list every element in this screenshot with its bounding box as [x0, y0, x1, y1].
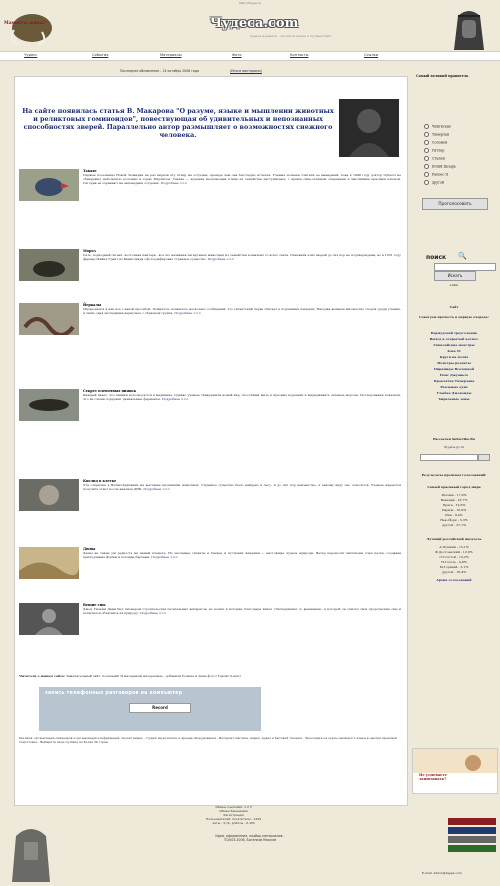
article-moroz [19, 249, 403, 309]
footer [0, 834, 500, 843]
recommend-title: Советуем прочесть в первую очередь: [419, 315, 489, 319]
article-text [83, 394, 401, 402]
mammoth-logo-icon [2, 6, 60, 46]
article-body: Каждый знает, что пиявки используются в медицине. Однако учёные обнаружили новый вид, способный жить в пресных водоёмах и выдерживать сильные морозы. Исследования показали, что их слюна содержит уникальные ферменты. [83, 394, 401, 401]
poll-option[interactable] [424, 148, 444, 153]
article-body: Джон Уильям Данн был пионером строительства летательных аппаратов, но вошёл в историю благодаря книге «Эксперимент со временем», в которой он описал свои пророческие сны и попытался объяснить их природу. [83, 608, 401, 615]
readers-feedback [19, 675, 403, 679]
poll-option-label: Сталин [432, 156, 445, 161]
contact-email[interactable]: E-mail: admin@tayga.com [422, 871, 462, 875]
read-more-link[interactable]: Подробнее >>> [151, 554, 178, 559]
sidebar [412, 64, 496, 804]
vote-button[interactable]: Проголосовать [422, 198, 488, 210]
article-body: Эта открытка в Великобритании на выставке пропавших животных. Странное существо было найдено в лесу, и до сих пор неизвестно, к какому виду оно относится. Учёные надеются получить ответ после анализа ДНК. [83, 484, 401, 491]
recommend-link[interactable]: Выход в открытый космос [429, 337, 479, 341]
archive-link[interactable]: Архив голосований [436, 578, 472, 582]
sphinx-decoration [2, 806, 60, 882]
poll-option-label: другой [432, 180, 444, 185]
footer-copyright: ©2003-2006, Богенков Максим [223, 838, 277, 843]
article-title[interactable]: Такахе [83, 169, 97, 173]
last-updated-text: Последнее обновление - 14 октября 2006 года [120, 69, 199, 73]
recommend-link[interactable]: Улыбка Джоконды [436, 391, 472, 395]
readers-label: Читатели о нашем сайте: [19, 674, 66, 678]
search-input[interactable] [434, 263, 496, 271]
read-more-link[interactable]: Подробнее >>> [160, 180, 188, 185]
nav-link-wonders[interactable]: Чудесс [24, 53, 38, 57]
poll-title: Самый великий правитель [416, 74, 469, 78]
leech-photo-icon [19, 389, 79, 421]
readers-quote: Замечательный сайт, полезный! И материалы интересные - добавили больше и чаще фото! Удачи! (Lasic) [66, 674, 241, 678]
creature-photo-icon [19, 479, 79, 511]
radio-icon[interactable] [424, 172, 429, 177]
article-thumb [19, 389, 79, 421]
recommend-link[interactable]: Гималайские монстры [433, 343, 475, 347]
poll-option-label: Юлий Цезарь [432, 164, 456, 169]
subscribe-email-input[interactable] [420, 454, 478, 461]
article-thumb [19, 603, 79, 635]
subscribe-site[interactable]: Чудеса.ру.ru [443, 445, 465, 449]
radio-icon[interactable] [424, 156, 429, 161]
article-thumb [19, 249, 79, 281]
counter-badge[interactable] [448, 818, 496, 825]
result-item: А.Пушкин - 15,1% [439, 545, 469, 549]
search-icon: 🔍 [458, 252, 467, 260]
read-more-link[interactable]: Подробнее >>> [174, 310, 202, 315]
banner-text: запись телефонных разговоров на компьютер [45, 691, 183, 696]
article-text [83, 308, 401, 316]
poll-option[interactable] [424, 156, 445, 161]
read-more-link[interactable]: Подробнее >>> [161, 396, 189, 401]
bird-photo-icon [19, 169, 79, 201]
sphinx-icon [2, 806, 60, 882]
counter-badge[interactable] [448, 845, 496, 852]
person-icon [413, 749, 497, 773]
radio-icon[interactable] [424, 132, 429, 137]
nav-link-events[interactable]: События [92, 53, 109, 57]
banner-record: Record [129, 703, 191, 713]
article-text [83, 608, 401, 616]
site-title[interactable]: Чудеса.com [210, 16, 299, 31]
result-item: другой - 18,4% [441, 570, 467, 574]
poll-option-label: Чингисхан [432, 124, 451, 129]
result-item: Л.Толстой - 12,2% [439, 555, 469, 559]
result-item: Прага - 12,6% [442, 503, 466, 507]
top-url[interactable]: http://tayga.ru [239, 1, 261, 5]
article-title[interactable]: Дюны [83, 547, 96, 551]
nav-link-links[interactable]: Ссылки [364, 53, 379, 57]
quiz-results-link[interactable]: (Итоги викторины) [230, 69, 262, 73]
radio-icon[interactable] [424, 148, 429, 153]
article-text [83, 254, 401, 262]
site-label: Сайт [449, 305, 459, 309]
recommend-link[interactable]: Пирамиды Вселенной [433, 367, 475, 371]
recommend-link[interactable]: Зона 51 [447, 349, 461, 353]
pharaoh-mask-icon [440, 6, 498, 50]
result-item: Нью-Йорк - 5,3% [440, 518, 468, 522]
article-cage [19, 479, 403, 545]
recommend-link[interactable]: Монстры реликты [437, 361, 471, 365]
article-text [83, 174, 401, 186]
poll-option[interactable] [424, 124, 451, 129]
results-writer-title: Лучший российский писатель [426, 537, 482, 541]
result-item: Венеция - 16,7% [440, 498, 468, 502]
result-item: Рим - 9,4% [445, 513, 463, 517]
article-body: Дюны не такие уж редкость на нашей планете. Но песчаные гиганты в Сахаре и пустынях Америки — настоящие чудеса природы. Ветер переносит миллионы тонн песка, создавая причудливые формы и поющие барханы. [83, 552, 401, 559]
stat-line[interactable]: Обмен баннерами [219, 808, 248, 813]
stat-line: хиты - 3,7р, роботы - 0.105 [212, 820, 255, 825]
counter-badge[interactable] [448, 827, 496, 834]
result-item: другой - 27,1% [441, 523, 467, 527]
nav-link-contacts[interactable]: Контакты [290, 53, 309, 57]
article-thumb [19, 169, 79, 201]
article-body: Первые поселенцы Новой Зеландии не раз видели эту птицу на островах, прежде чем она бесследно исчезла. Учёные полвека считали её вымершей, пока в 1948 году доктор Орбелл не обнаружил небольшую колонию в горах Мерчисон. Такахе — крупная нелетающая птица из семейства пастушковых, с ярким сине-зелёным оперением и массивным красным клювом. Сегодня её охраняют на заповедных островах. [83, 174, 401, 185]
result-item: Париж - 10,9% [441, 508, 467, 512]
article-thumb [19, 479, 79, 511]
radio-icon[interactable] [424, 164, 429, 169]
article-dreams [19, 603, 403, 673]
recommend-link[interactable]: Бермудский треугольник [430, 331, 478, 335]
article-text [83, 552, 401, 560]
logo-mammoth[interactable] [2, 6, 60, 46]
read-more-link[interactable]: Подробнее >>> [207, 256, 235, 261]
article-title[interactable]: Вещие сны [83, 603, 106, 607]
article-title[interactable]: Йеркалы [83, 303, 102, 307]
headline[interactable]: На сайте появилась статья В. Макарова "О разуме, языке и мышлении животных и реликтовых гоминоидов", повествующая об удивительных и непознанных способностях зверей. Параллельно автор размышляет о возможностях снежного человека. [22, 107, 334, 139]
search-label: поиск [426, 254, 447, 261]
subscribe-title: Рассылки Subscribe.Ru [432, 437, 476, 441]
last-updated [120, 69, 262, 73]
footer-credits: Идеи, оформление, подбор материалов - [215, 834, 285, 838]
stat-line[interactable]: Обмен ссылками: 1 2 3 [215, 805, 252, 809]
recommend-link[interactable]: Хиральные зоны [438, 397, 470, 401]
logo-pharaoh[interactable] [440, 6, 498, 50]
article-thumb [19, 547, 79, 579]
navbar [0, 51, 500, 61]
radio-icon[interactable] [424, 180, 429, 185]
portrait-photo-icon [19, 603, 79, 635]
poll-option-label: Соломон [432, 140, 448, 145]
logo-text: Мамонты живы? [4, 20, 46, 25]
poll-option-label: Рамзес II [432, 172, 448, 177]
article-takahe [19, 169, 403, 247]
poll-option-label: Гитлер [432, 148, 445, 153]
article-leeches [19, 389, 403, 485]
article-title[interactable]: Мороз [83, 249, 96, 253]
ad-links[interactable]: Реклама: организация семинаров и организация конференций, прокат видео · студия звукозаписи и аренда оборудования · Интернет-магазин: видео, аудио и бытовой техники · Прокладка на курсы немецкого языка в центре языковой подготовки · Выберите свою путёвку из более 30 стран. [19, 736, 397, 744]
stat-line: Пользователей: посетители - 1295 [206, 816, 262, 821]
stats-block [206, 806, 261, 825]
read-more-link[interactable]: Подробнее >>> [139, 610, 167, 615]
article-body: Обрадовался я как все с какой просьбой. Помнится, появилось несколько сообщений, что гигантский червь обитает в подземных пещерах. Находка вызвала множество споров среди учёных, и лишь одна экспедиция вернулась с образцом грунта. [83, 308, 401, 315]
article-text [83, 484, 401, 492]
dunes-photo-icon [19, 547, 79, 579]
result-item: М.Горький - 3,1% [439, 565, 469, 569]
recommend-link[interactable]: Круги на полях [439, 355, 469, 359]
promo-text: Не успеваете записывать? [419, 773, 447, 782]
read-more-link[interactable]: Подробнее >>> [143, 486, 171, 491]
result-item: Н.Гоголь - 9,8% [441, 560, 467, 564]
article-body: Сеть, подводный гигант, восточная пантера - все это названия загадочных животных из семейства кошачьих со всего света. Описания этих зверей до сих пор не подтверждены, но в 1931 году фермер Майкл Грант из Квинсленда сфотографировал странное существо. [83, 254, 401, 261]
article-title[interactable]: Секрет пленочных пиявок [83, 389, 137, 393]
ad-banner[interactable] [39, 687, 261, 731]
article-thumb [19, 303, 79, 335]
recommend-link[interactable]: Реальные духи [440, 385, 468, 389]
radio-icon[interactable] [424, 140, 429, 145]
results-city-title: Самый красивый город мира [427, 485, 481, 489]
poll-option[interactable] [424, 164, 456, 169]
recommend-link[interactable]: Пояс Джуаньте [439, 373, 469, 377]
search-caption[interactable]: x-film [449, 283, 459, 287]
nav-link-photo[interactable]: Фото [232, 53, 242, 57]
poll-option[interactable] [424, 180, 444, 185]
site-subtitle: Чудеса в решете · случаи из жизни и путешествия [250, 34, 331, 38]
nav-link-materials[interactable]: Материалы [160, 53, 182, 57]
worm-photo-icon [19, 303, 79, 335]
result-item: Москва - 17,0% [441, 493, 467, 497]
promo-box[interactable] [412, 748, 498, 794]
stat-line[interactable]: Регистрация [223, 812, 244, 817]
search-button[interactable]: Искать [434, 271, 476, 281]
result-item: Ф.Достоевский - 12,9% [435, 550, 473, 554]
poll-option[interactable] [424, 140, 447, 145]
subscribe-button[interactable] [478, 454, 490, 461]
poll-option-label: Тамерлан [432, 132, 450, 137]
article-worms [19, 303, 403, 373]
poll-option[interactable] [424, 132, 449, 137]
radio-icon[interactable] [424, 124, 429, 129]
article-title[interactable]: Кислид в клетке [83, 479, 117, 483]
recommend-link[interactable]: Проклятие Тамерлана [433, 379, 475, 383]
poll-option[interactable] [424, 172, 448, 177]
poll-results-title: Результаты прошлых голосований: [421, 473, 487, 477]
main-content [14, 76, 408, 806]
cat-photo-icon [19, 249, 79, 281]
portrait-image-icon [339, 99, 399, 157]
portrait-photo [339, 99, 399, 157]
